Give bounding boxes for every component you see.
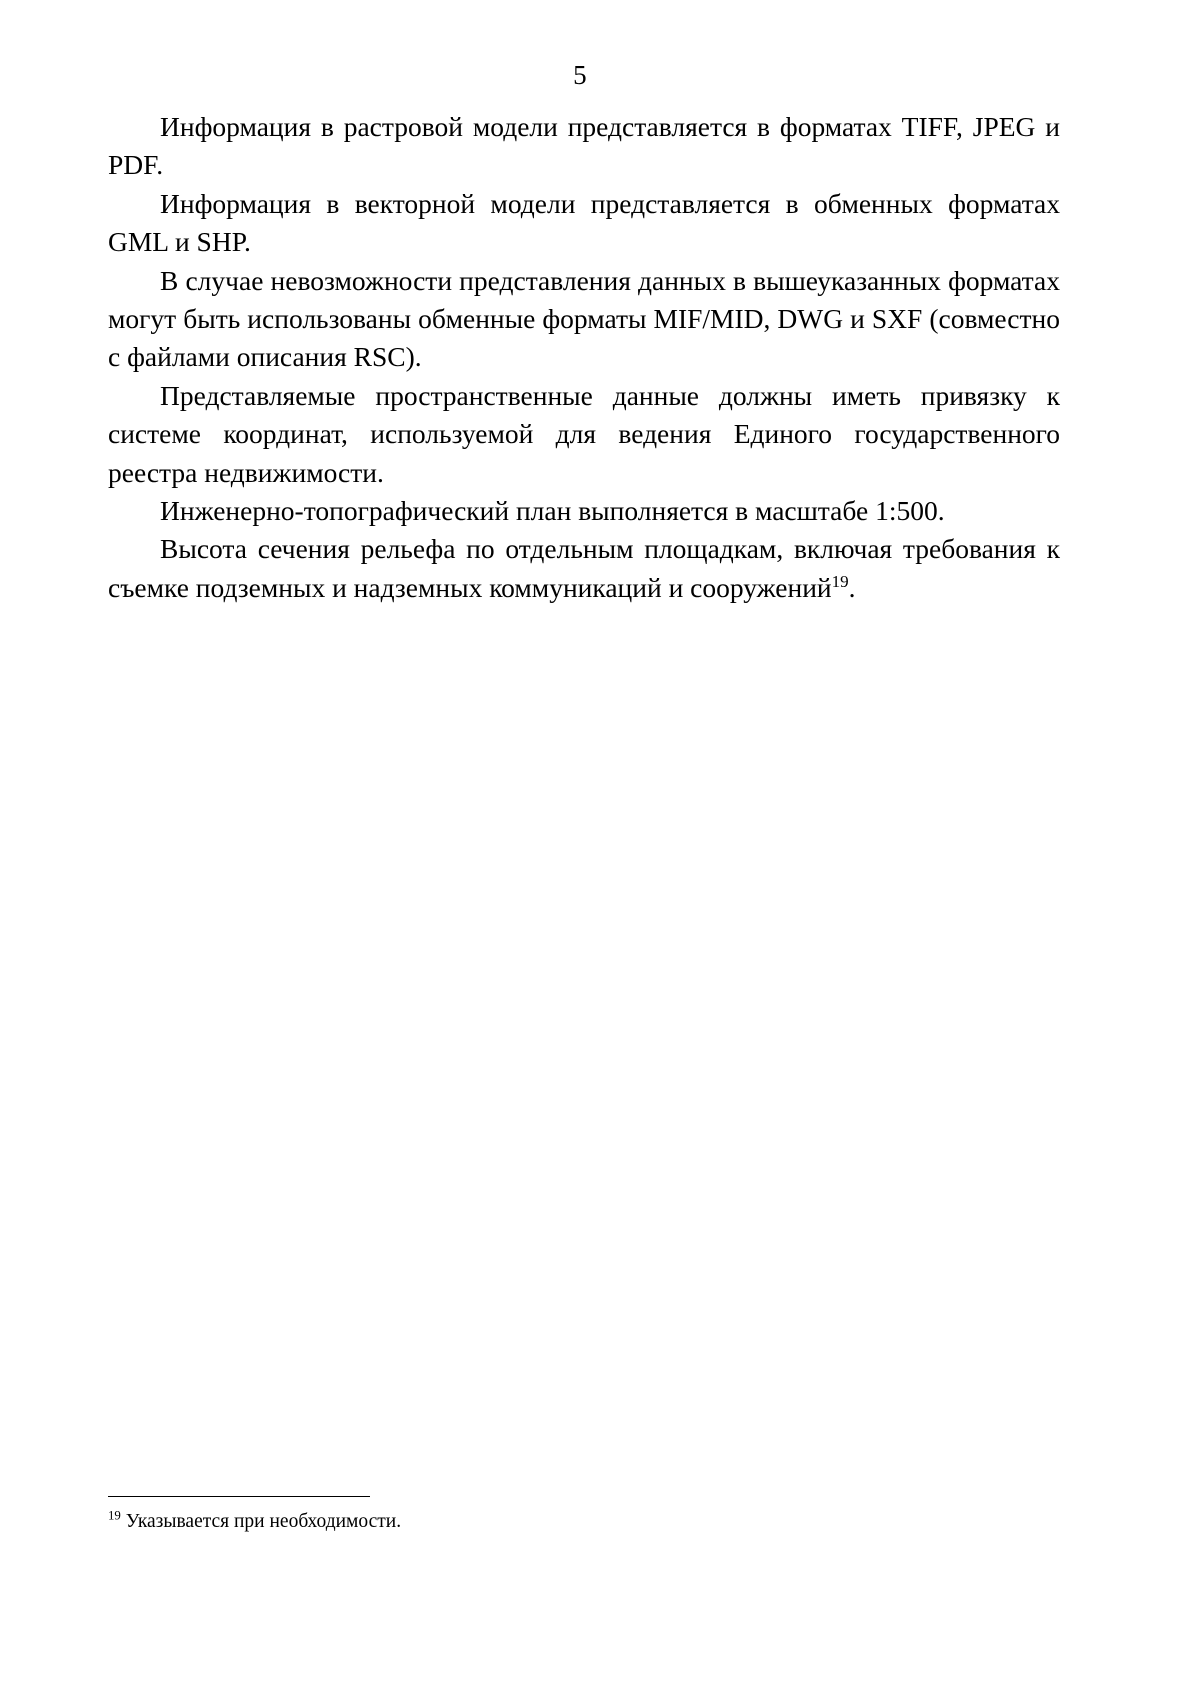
paragraph-6 — [108, 530, 1060, 607]
paragraph-4: Представляемые пространственные данные должны иметь привязку к системе координат, используемой для ведения Единого государственного реестра недвижимости. — [108, 379, 1060, 488]
paragraph-5: Инженерно-топографический план выполняется в масштабе 1:500. — [160, 495, 945, 527]
paragraph-2: Информация в векторной модели представляется в обменных форматах GML и SHP. — [108, 187, 1060, 258]
paragraph-3: В случае невозможности представления данных в вышеуказанных форматах могут быть использованы обменные форматы MIF/MID, DWG и SXF (совместно с файлами описания RSC). — [108, 264, 1060, 373]
footnote-number: 19 — [108, 1508, 121, 1523]
paragraph-6-text: Высота сечения рельефа по отдельным площадкам, включая требования к съемке подземных и надземных коммуникаций и сооружений — [108, 533, 1060, 603]
footnote-body-text: Указывается при необходимости. — [125, 1511, 402, 1532]
page-number: 5 — [573, 60, 587, 90]
footnote-reference-marker[interactable]: 19 — [831, 571, 849, 591]
paragraph-1: Информация в растровой модели представляется в форматах TIFF, JPEG и PDF. — [108, 111, 1060, 181]
paragraph-6-terminator: . — [848, 571, 856, 603]
body-text-block — [108, 108, 1060, 607]
footnote-area — [108, 1496, 1060, 1534]
footnote-entry — [108, 1509, 1060, 1534]
footnote-separator-rule — [108, 1496, 370, 1497]
